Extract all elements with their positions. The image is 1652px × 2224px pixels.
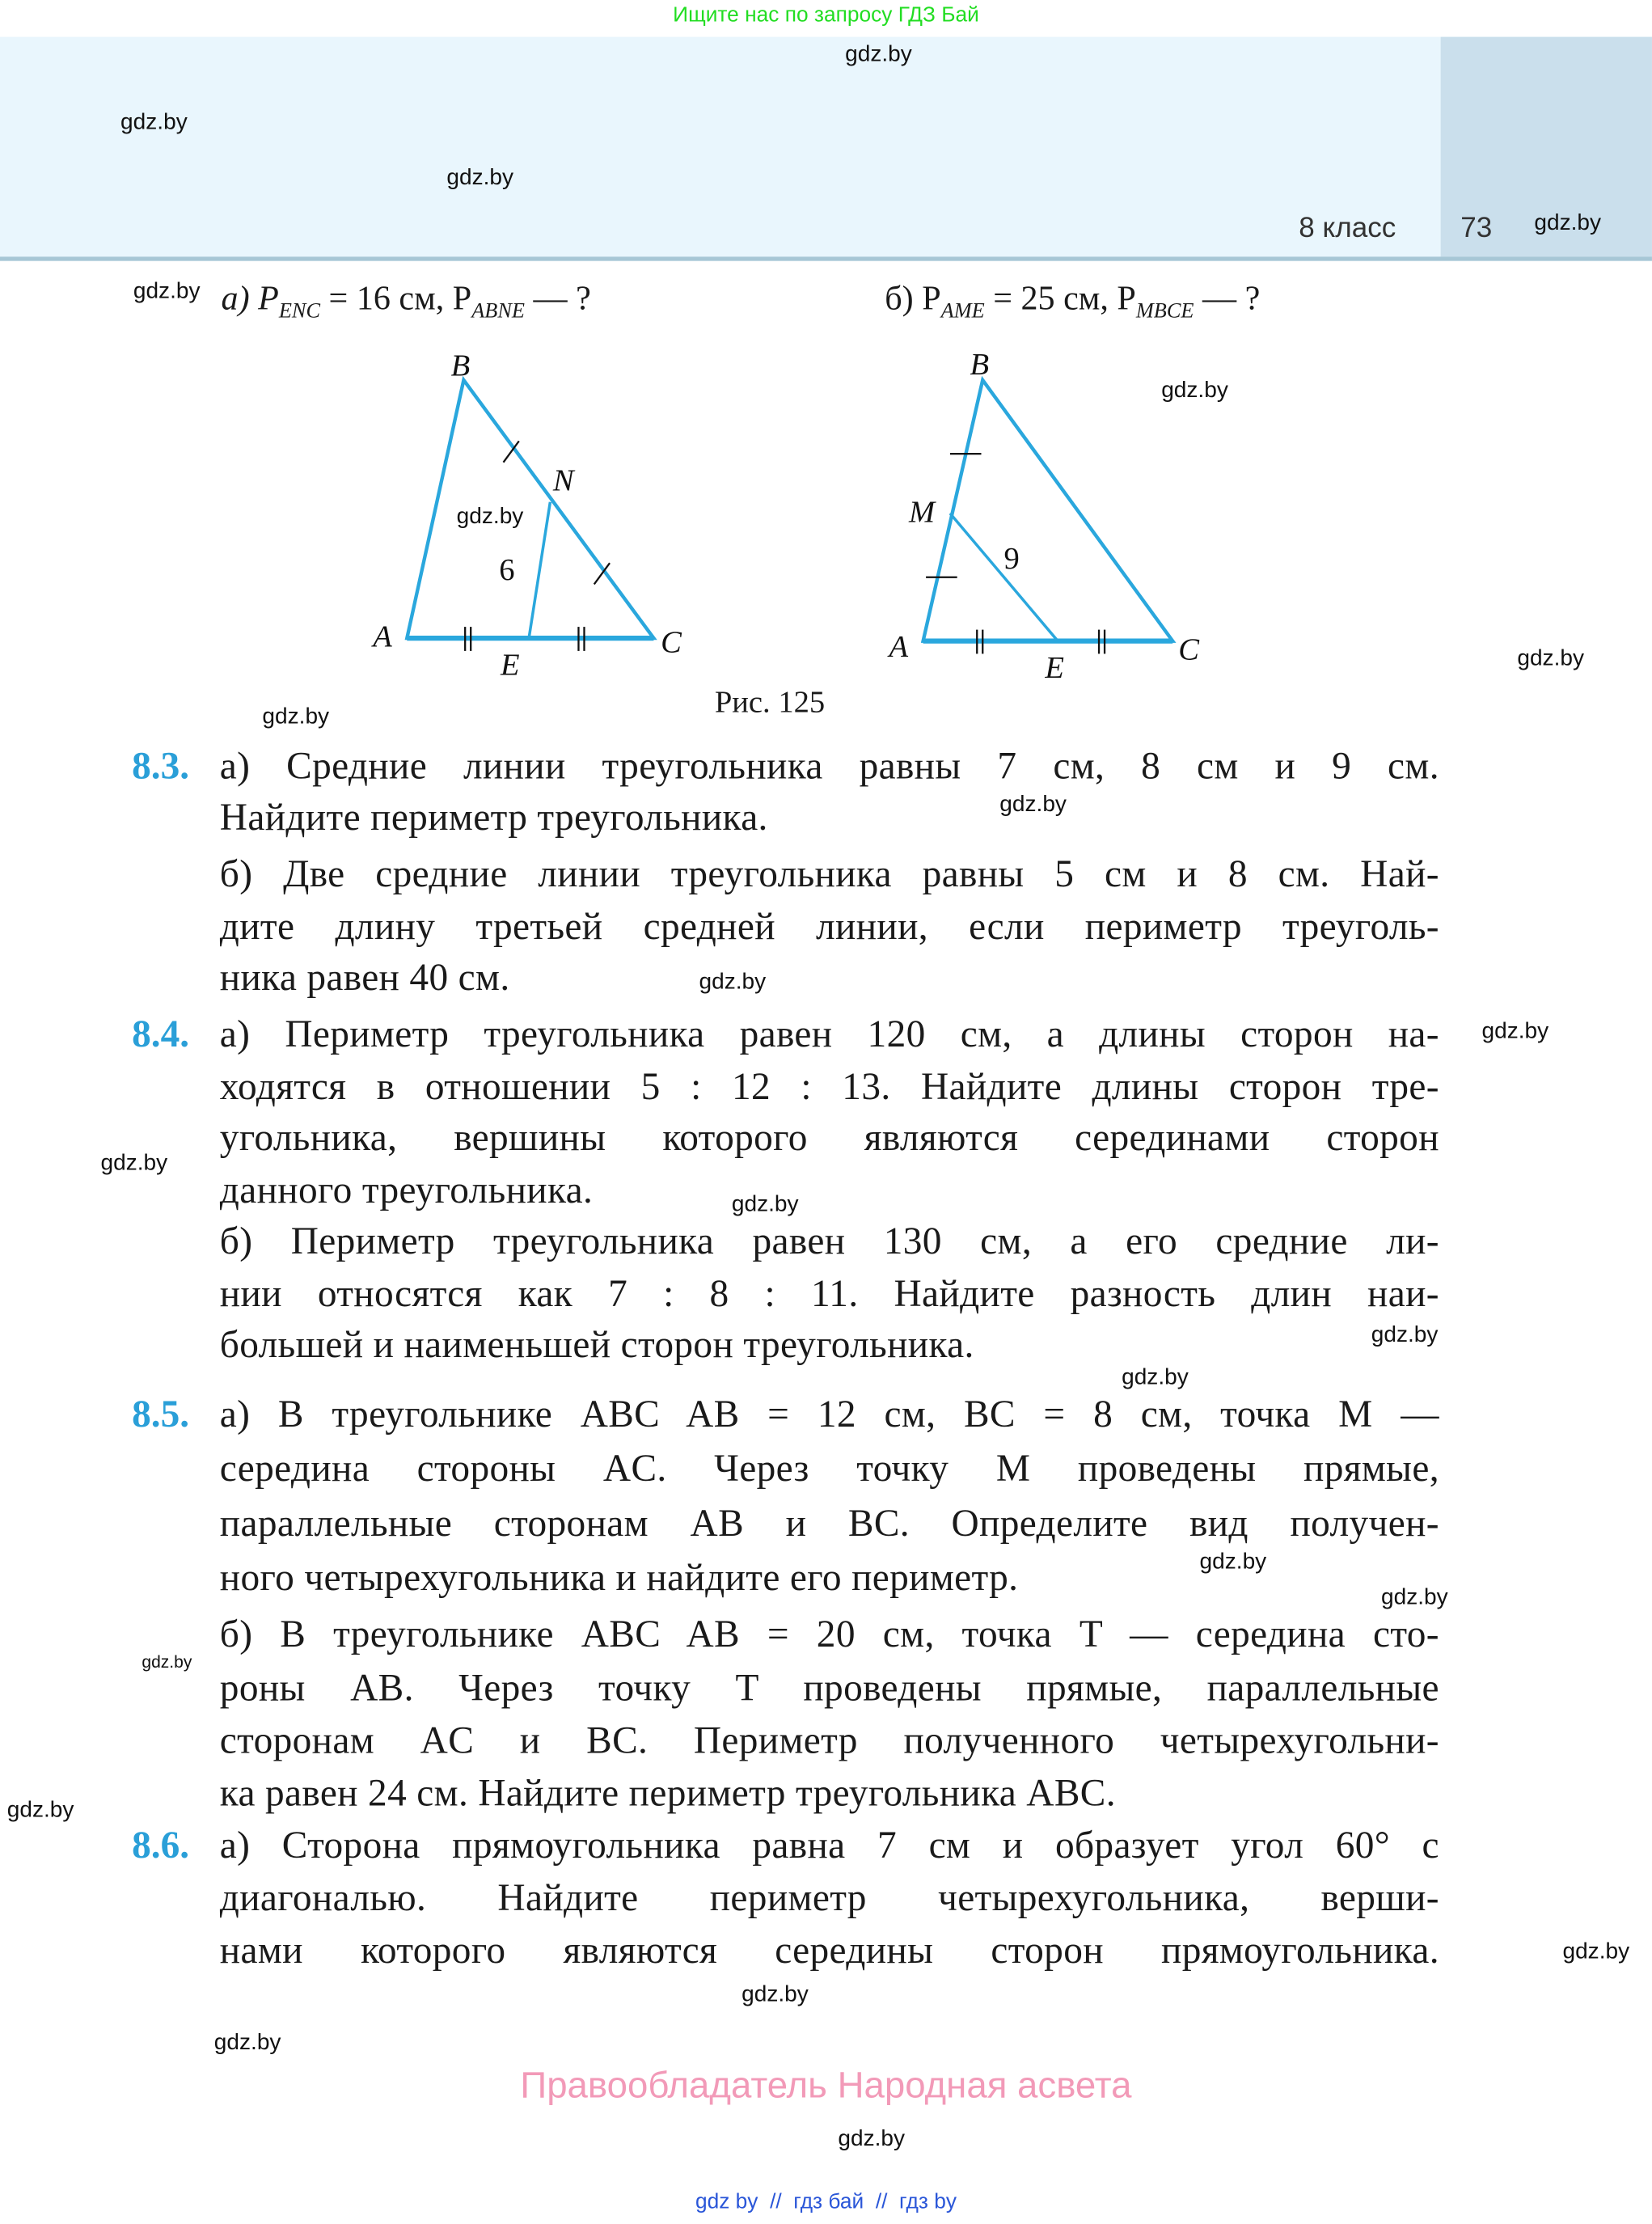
watermark: gdz.by — [456, 505, 524, 530]
task-line: нами которого являются середины сторон прямоугольника. — [219, 1928, 1439, 1972]
task-number: 8.5. — [132, 1393, 190, 1435]
triangle-abc-left — [407, 380, 653, 638]
watermark: gdz.by — [838, 2127, 906, 2152]
watermark: gdz.by — [1562, 1939, 1630, 1964]
watermark: gdz.by — [1122, 1365, 1189, 1390]
label-a: A — [889, 629, 909, 664]
segment-value: 6 — [499, 553, 515, 588]
text: = 25 см, P — [984, 281, 1136, 318]
task-line: угольника, вершины которого являются серединами сторон — [219, 1116, 1439, 1159]
label-c: C — [1178, 632, 1199, 667]
watermark: gdz.by — [133, 279, 201, 304]
watermark: gdz.by — [100, 1151, 168, 1176]
task-number: 8.6. — [132, 1824, 190, 1867]
task-line: а) Периметр треугольника равен 120 см, а длины сторон на- — [219, 1013, 1439, 1055]
text: ENC — [278, 300, 321, 323]
label-b: B — [450, 349, 471, 383]
task-line: данного треугольника. — [219, 1168, 594, 1211]
watermark: gdz.by — [262, 704, 330, 729]
label-e: E — [501, 648, 520, 683]
watermark: gdz.by — [1161, 378, 1228, 404]
segment-value: 9 — [1003, 542, 1020, 577]
tick-marks-left — [465, 441, 610, 651]
watermark: gdz.by — [6, 1798, 74, 1823]
task-line: а) В треугольнике ABC AB = 12 см, BC = 8 см, точка M — — [219, 1393, 1439, 1435]
text: MBCE — [1135, 300, 1194, 323]
watermark: gdz.by — [999, 793, 1067, 818]
text: — ? — [1194, 281, 1261, 318]
task-line: а) Сторона прямоугольника равна 7 см и образует угол 60° с — [219, 1824, 1439, 1867]
task-line: середина стороны AC. Через точку M проведены прямые, — [219, 1446, 1439, 1490]
watermark: gdz.by — [446, 166, 514, 190]
page-number: 73 — [1460, 213, 1493, 244]
watermark: gdz.by — [1481, 1019, 1549, 1044]
task-line: ка равен 24 см. Найдите периметр треугольника ABC. — [219, 1771, 1116, 1814]
text: = 16 см, P — [320, 281, 472, 318]
figure-caption: Рис. 125 — [714, 683, 826, 720]
task-line: нии относятся как 7 : 8 : 11. Найдите разность длин наи- — [219, 1271, 1439, 1315]
task-line: ного четырехугольника и найдите его периметр. — [219, 1555, 1019, 1599]
bottom-links[interactable]: gdz by // гдз бай // гдз by — [695, 2189, 957, 2214]
text: AME — [940, 300, 985, 323]
task-line: ходятся в отношении 5 : 12 : 13. Найдите длины сторон тре- — [219, 1064, 1439, 1108]
task-line: а) Средние линии треугольника равны 7 см, 8 см и 9 см. — [219, 744, 1439, 788]
watermark: gdz.by — [845, 42, 912, 67]
figure-125 — [0, 0, 1652, 738]
task-line: дите длину третьей средней линии, если периметр треуголь- — [219, 904, 1439, 948]
text: б) P — [885, 281, 941, 318]
copyright-footer: Правообладатель Народная асвета — [520, 2063, 1132, 2107]
task-line: сторонам AC и BC. Периметр полученного четырехугольни- — [219, 1719, 1439, 1761]
label-a: A — [373, 619, 392, 654]
task-line: б) В треугольнике ABC AB = 20 см, точка T — середина сто- — [219, 1612, 1439, 1655]
label-c: C — [661, 625, 682, 660]
task-number: 8.3. — [132, 744, 190, 788]
label-b: B — [970, 347, 990, 382]
task-line: б) Две средние линии треугольника равны 5 см и 8 см. Най- — [219, 852, 1439, 895]
task-line: роны AB. Через точку T проведены прямые, параллельные — [219, 1666, 1439, 1710]
watermark: gdz.by — [142, 1651, 192, 1672]
text: а) P — [221, 281, 279, 318]
triangle-abc-right — [923, 380, 1173, 641]
watermark: gdz.by — [1517, 646, 1585, 671]
grade-label: 8 класс — [1299, 213, 1396, 244]
top-note[interactable]: Ищите нас по запросу ГДЗ Бай — [673, 2, 979, 27]
task-line: б) Периметр треугольника равен 130 см, а его средние ли- — [219, 1220, 1439, 1262]
task-line: большей и наименьшей сторон треугольника. — [219, 1323, 974, 1366]
label-e: E — [1045, 651, 1064, 686]
watermark: gdz.by — [1199, 1550, 1267, 1575]
watermark: gdz.by — [699, 970, 767, 995]
watermark: gdz.by — [741, 1982, 809, 2007]
text: — ? — [524, 281, 591, 318]
watermark: gdz.by — [731, 1192, 799, 1217]
watermark: gdz.by — [1371, 1323, 1439, 1347]
text: ABNE — [471, 300, 525, 323]
watermark: gdz.by — [213, 2031, 281, 2055]
task-number: 8.4. — [132, 1013, 190, 1055]
label-n: N — [552, 463, 574, 498]
task-line: параллельные сторонам AB и BC. Определите вид получен- — [219, 1502, 1439, 1545]
task-line: ника равен 40 см. — [219, 955, 510, 999]
label-m: M — [909, 495, 936, 530]
task-line: диагональю. Найдите периметр четырехугольника, верши- — [219, 1876, 1439, 1919]
watermark: gdz.by — [1534, 211, 1602, 236]
task-line: Найдите периметр треугольника. — [219, 795, 768, 839]
watermark: gdz.by — [120, 110, 188, 135]
watermark: gdz.by — [1381, 1585, 1448, 1610]
